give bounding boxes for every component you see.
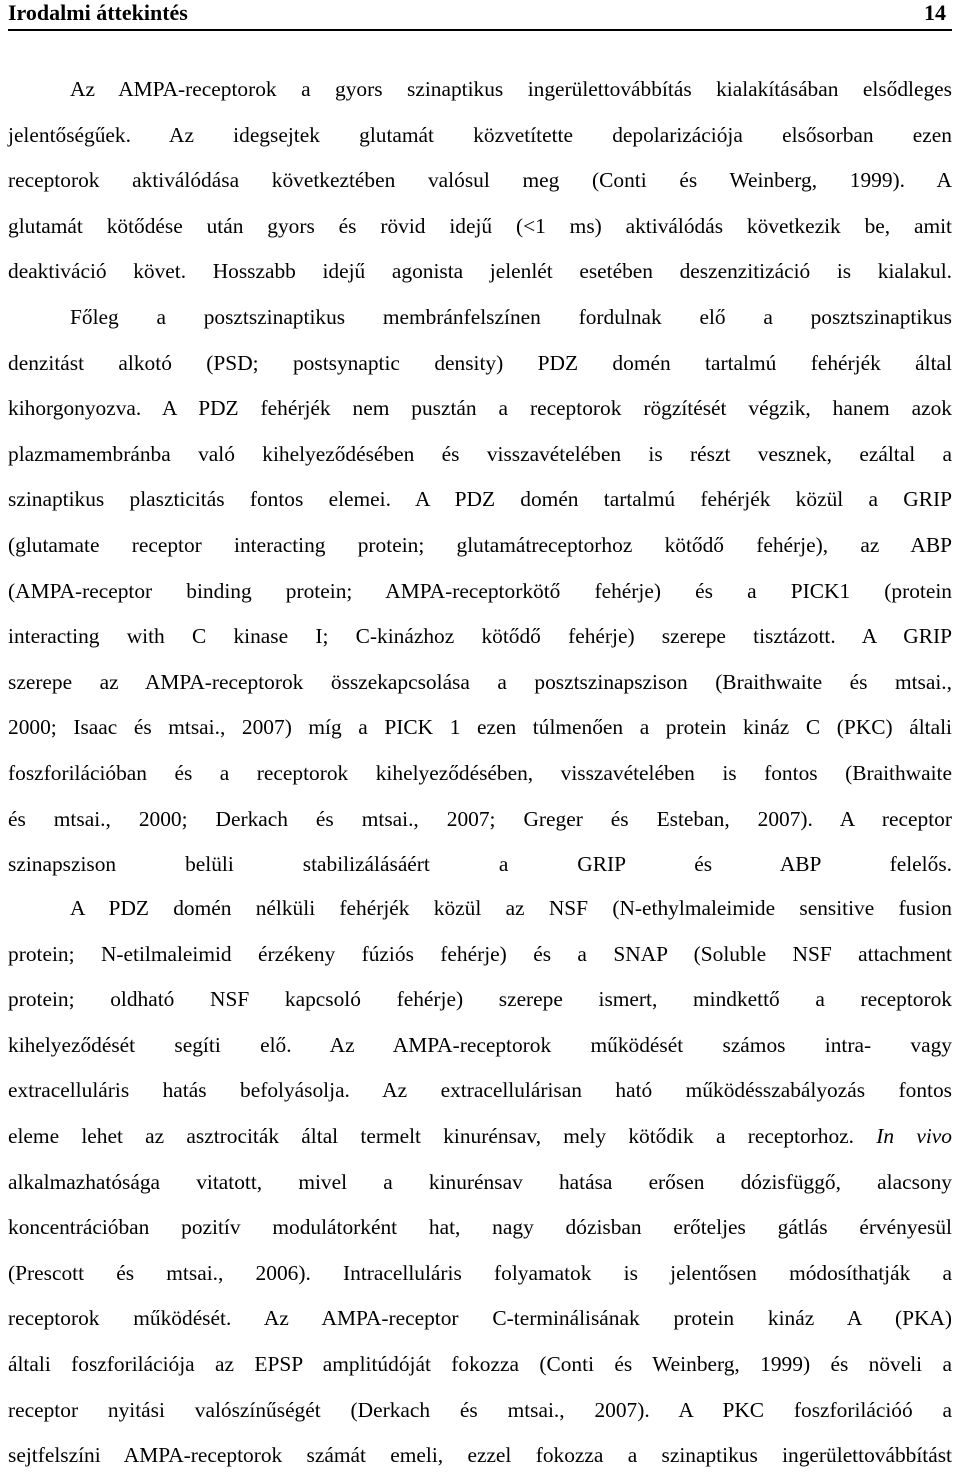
- page-number: 14: [924, 0, 946, 25]
- paragraph-line: koncentrációban pozitív modulátorként hat, nagy dózisban erőteljes gátlás érvényesül: [8, 1215, 952, 1240]
- paragraph-line: kihorgonyozva. A PDZ fehérjék nem pusztán a receptorok rögzítését végzik, hanem azok: [8, 396, 952, 421]
- paragraph-line: (Prescott és mtsai., 2006). Intracelluláris folyamatok is jelentősen módosíthatják a: [8, 1260, 952, 1285]
- paragraph-line: (AMPA-receptor binding protein; AMPA-receptorkötő fehérje) és a PICK1 (protein: [8, 578, 952, 603]
- paragraph-line: denzitást alkotó (PSD; postsynaptic density) PDZ domén tartalmú fehérjék által: [8, 350, 952, 375]
- paragraph-line: A PDZ domén nélküli fehérjék közül az NSF (N-ethylmaleimide sensitive fusion: [70, 896, 952, 920]
- paragraph-line: 2000; Isaac és mtsai., 2007) míg a PICK 1 ezen túlmenően a protein kináz C (PKC) általi: [8, 715, 952, 740]
- paragraph-line: (glutamate receptor interacting protein; glutamátreceptorhoz kötődő fehérje), az ABP: [8, 532, 952, 557]
- paragraph-line: deaktiváció követ. Hosszabb idejű agonista jelenlét esetében deszenzitizáció is kialakul.: [8, 259, 952, 284]
- paragraph-line: [8, 1114, 952, 1160]
- page-header: [8, 0, 952, 31]
- paragraph-line: foszforilációban és a receptorok kihelyeződésében, visszavételében is fontos (Braithwaite: [8, 760, 952, 785]
- italic-phrase: In vivo: [876, 1123, 952, 1148]
- line-text: eleme lehet az asztrociták által termelt kinurénsav, mely kötődik a receptorhoz.: [8, 1123, 855, 1148]
- paragraph-2: [8, 886, 952, 1479]
- paragraph-line: szinaptikus plaszticitás fontos elemei. A PDZ domén tartalmú fehérjék közül a GRIP: [8, 487, 952, 512]
- paragraph-line: receptorok aktiválódása következtében valósul meg (Conti és Weinberg, 1999). A: [8, 168, 952, 193]
- paragraph-line: általi foszforilációja az EPSP amplitúdóját fokozza (Conti és Weinberg, 1999) és növeli a: [8, 1351, 952, 1376]
- section-title: Irodalmi áttekintés: [8, 0, 188, 25]
- paragraph-line: extracelluláris hatás befolyásolja. Az extracellulárisan ható működésszabályozás fontos: [8, 1078, 952, 1103]
- paragraph-line: plazmamembránba való kihelyeződésében és visszavételében is részt vesznek, ezáltal a: [8, 441, 952, 466]
- paragraph-line: jelentőségűek. Az idegsejtek glutamát közvetítette depolarizációja elsősorban ezen: [8, 122, 952, 147]
- paragraph-line: receptor nyitási valószínűségét (Derkach és mtsai., 2007). A PKC foszforilációó a: [8, 1397, 952, 1422]
- paragraph-line: szinapszison belüli stabilizálásáért a GRIP és ABP felelős.: [8, 852, 952, 877]
- paragraph-line: interacting with C kinase I; C-kinázhoz kötődő fehérje) szerepe tisztázott. A GRIP: [8, 624, 952, 649]
- paragraph-line: protein; N-etilmaleimid érzékeny fúziós fehérje) és a SNAP (Soluble NSF attachment: [8, 941, 952, 966]
- paragraph-line: sejtfelszíni AMPA-receptorok számát emeli, ezzel fokozza a szinaptikus ingerülettovábbítást: [8, 1443, 952, 1468]
- paragraph-1: [8, 67, 952, 888]
- paragraph-line: kihelyeződését segíti elő. Az AMPA-receptorok működését számos intra- vagy: [8, 1032, 952, 1057]
- paragraph-line: protein; oldható NSF kapcsoló fehérje) szerepe ismert, mindkettő a receptorok: [8, 987, 952, 1012]
- paragraph-line: receptorok működését. Az AMPA-receptor C-terminálisának protein kináz A (PKA): [8, 1306, 952, 1331]
- paragraph-line: glutamát kötődése után gyors és rövid idejű (<1 ms) aktiválódás következik be, amit: [8, 213, 952, 238]
- paragraph-line: Főleg a posztszinaptikus membránfelszínen fordulnak elő a posztszinaptikus: [70, 304, 952, 329]
- paragraph-line: alkalmazhatósága vitatott, mivel a kinurénsav hatása erősen dózisfüggő, alacsony: [8, 1169, 952, 1194]
- paragraph-line: és mtsai., 2000; Derkach és mtsai., 2007; Greger és Esteban, 2007). A receptor: [8, 806, 952, 831]
- paragraph-line: szerepe az AMPA-receptorok összekapcsolása a posztszinapszison (Braithwaite és mtsai.,: [8, 669, 952, 694]
- paragraph-line: Az AMPA-receptorok a gyors szinaptikus ingerülettovábbítás kialakításában elsődleges: [70, 77, 952, 101]
